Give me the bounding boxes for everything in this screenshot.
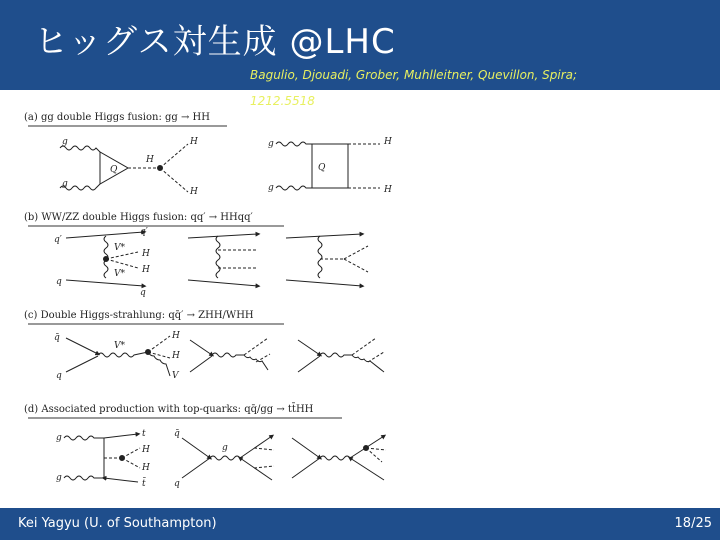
label-Q: Q — [110, 165, 118, 175]
diagram-b-2 — [188, 234, 258, 286]
label-g-top: g — [62, 137, 68, 147]
page-number: 18/25 — [674, 516, 712, 531]
slide-title: ヒッグス対生成 @LHC — [34, 22, 396, 62]
label-q-in: q — [56, 277, 62, 287]
label-Q-box: Q — [318, 163, 326, 173]
label-H-box-top: H — [384, 137, 392, 147]
label-q-d: q — [174, 479, 180, 489]
label-g-box-top: g — [268, 139, 274, 149]
label-Vstar-bottom: V* — [114, 269, 125, 279]
label-q-prime-in: q′ — [54, 235, 62, 245]
label-H-out-top: H — [190, 137, 198, 147]
section-c-label: (c) Double Higgs-strahlung: qq̄′ → ZHH/WHH — [24, 310, 254, 321]
label-H-c-2: H — [172, 351, 180, 361]
reference-arxiv: 1212.5518 — [250, 94, 315, 108]
section-b-label: (b) WW/ZZ double Higgs fusion: qq′ → HHqq′ — [24, 212, 253, 223]
gluon-line-box-bottom — [276, 186, 312, 190]
label-H-b-top: H — [142, 249, 150, 259]
diagram-d-1 — [64, 434, 140, 482]
diagram-d-3 — [292, 436, 386, 480]
section-a-label: (a) gg double Higgs fusion: gg → HH — [24, 112, 210, 123]
label-H-c-1: H — [172, 331, 180, 341]
section-d-label: (d) Associated production with top-quarks: qq̄/gg → tt̄HH — [24, 404, 314, 415]
label-qbar-c: q̄ — [54, 333, 60, 343]
label-V-c: V — [172, 371, 179, 381]
label-Vstar-c: V* — [114, 341, 125, 351]
label-H-out-bottom: H — [190, 187, 198, 197]
slide-footer — [0, 508, 720, 540]
label-g-d-propagator: g — [222, 443, 228, 453]
slide-header — [0, 0, 720, 108]
label-H-box-bottom: H — [384, 185, 392, 195]
diagram-d-2 — [182, 436, 274, 480]
diagram-c-3 — [298, 338, 384, 372]
diagram-b-3 — [286, 234, 368, 286]
label-H-d-2: H — [142, 463, 150, 473]
label-tbar-d: t̄ — [142, 479, 146, 489]
higgs-out-bottom — [160, 168, 188, 192]
feynman-diagrams-svg — [22, 100, 402, 500]
gluon-line-box-top — [276, 142, 312, 146]
label-Vstar-top: V* — [114, 243, 125, 253]
label-g-d-top: g — [56, 433, 62, 443]
diagram-b-1 — [66, 232, 144, 286]
label-t-d: t — [142, 429, 146, 439]
label-g-box-bottom: g — [268, 183, 274, 193]
label-q-c: q — [56, 371, 62, 381]
label-H-d-1: H — [142, 445, 150, 455]
diagram-a-triangle — [60, 144, 188, 192]
label-H-propagator: H — [146, 155, 154, 165]
feynman-diagram-figure — [22, 100, 402, 500]
reference-authors: Bagulio, Djouadi, Grober, Muhlleitner, Quevillon, Spira; — [250, 68, 578, 82]
label-g-bottom: g — [62, 179, 68, 189]
label-q-out: q — [140, 288, 146, 298]
trilinear-vertex — [158, 166, 163, 171]
label-q-prime-out: q′ — [140, 227, 148, 237]
label-qbar-d: q̄ — [174, 429, 180, 439]
presenter-name: Kei Yagyu (U. of Southampton) — [18, 516, 217, 531]
diagram-c-2 — [190, 338, 270, 372]
diagram-a-box — [276, 142, 380, 190]
higgs-out-top — [160, 144, 188, 168]
label-H-b-bottom: H — [142, 265, 150, 275]
label-g-d-bottom: g — [56, 473, 62, 483]
